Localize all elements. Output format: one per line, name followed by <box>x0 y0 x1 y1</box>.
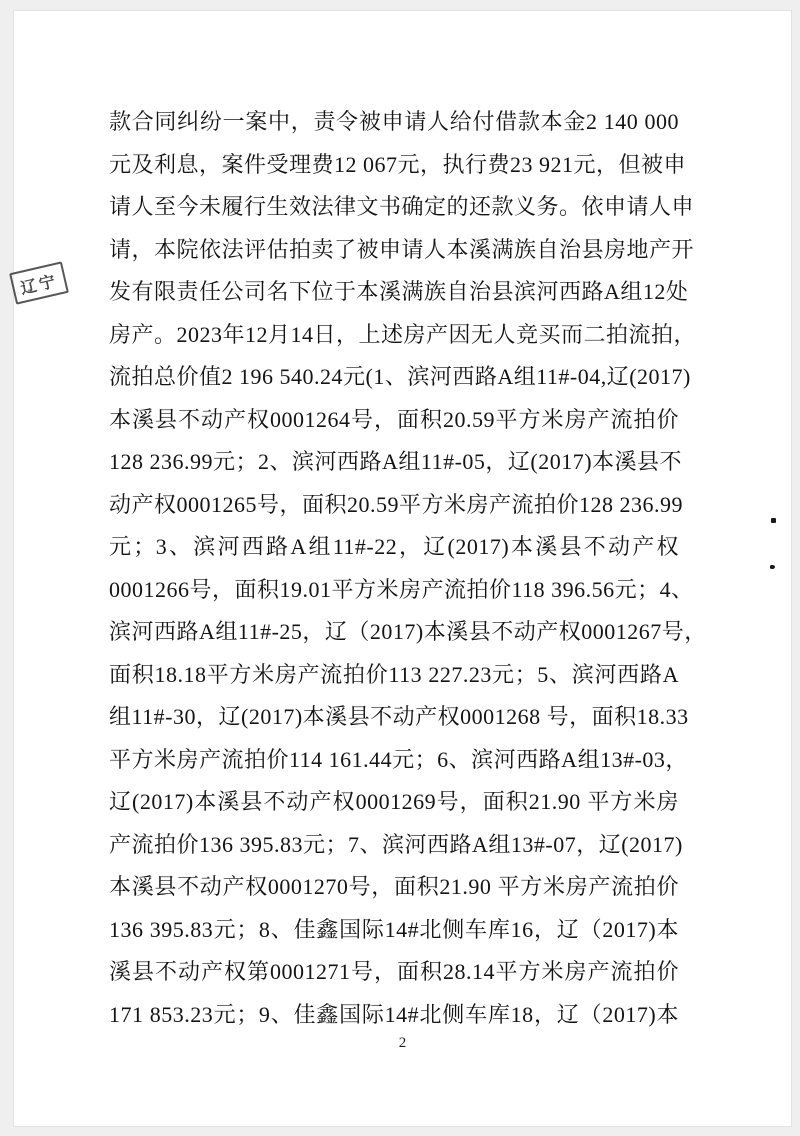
province-stamp <box>9 261 69 304</box>
text-line: 128 236.99元；2、滨河西路A组11#-05，辽(2017)本溪县不 <box>109 449 683 474</box>
scan-speck <box>771 518 776 523</box>
text-line: 发有限责任公司名下位于本溪满族自治县滨河西路A组12处 <box>109 279 689 304</box>
text-line: 滨河西路A组11#-25，辽（2017)本溪县不动产权0001267号， <box>109 619 707 644</box>
text-line: 请，本院依法评估拍卖了被申请人本溪满族自治县房地产开 <box>109 236 695 262</box>
text-line: 动产权0001265号，面积20.59平方米房产流拍价128 236.99 <box>109 491 684 517</box>
document-page <box>13 10 792 1127</box>
text-line: 平方米房产流拍价114 161.44元；6、滨河西路A组13#-03， <box>109 746 688 772</box>
text-line: 房产。2023年12月14日，上述房产因无人竞买而二拍流拍， <box>109 321 697 347</box>
scan-speck <box>770 565 775 569</box>
text-line: 136 395.83元；8、佳鑫国际14#北侧车库16，辽（2017)本 <box>109 916 679 942</box>
text-line: 171 853.23元；9、佳鑫国际14#北侧车库18，辽（2017)本 <box>109 1001 679 1027</box>
page-number: 2 <box>398 1035 407 1051</box>
text-line: 流拍总价值2 196 540.24元(1、滨河西路A组11#-04,辽(2017) <box>109 364 691 389</box>
text-line: 请人至今未履行生效法律文书确定的还款义务。依申请人申 <box>109 194 695 219</box>
text-line: 组11#-30，辽(2017)本溪县不动产权0001268 号，面积18.33 <box>109 704 689 729</box>
text-line: 款合同纠纷一案中，责令被申请人给付借款本金2 140 000 <box>109 109 679 134</box>
text-line: 元及利息，案件受理费12 067元，执行费23 921元，但被申 <box>109 151 687 177</box>
text-line: 本溪县不动产权0001264号，面积20.59平方米房产流拍价 <box>109 406 679 432</box>
text-line: 溪县不动产权第0001271号，面积28.14平方米房产流拍价 <box>109 959 679 984</box>
text-line: 产流拍价136 395.83元；7、滨河西路A组13#-07，辽(2017) <box>109 831 683 857</box>
text-line: 0001266号，面积19.01平方米房产流拍价118 396.56元；4、 <box>109 576 694 602</box>
text-line: 辽(2017)本溪县不动产权0001269号，面积21.90 平方米房 <box>109 789 679 814</box>
text-line: 面积18.18平方米房产流拍价113 227.23元；5、滨河西路A <box>109 661 679 687</box>
text-line: 元；3、滨河西路A组11#-22，辽(2017)本溪县不动产权 <box>109 534 679 559</box>
province-stamp-label: 辽宁 <box>19 272 60 298</box>
document-text <box>109 101 707 1036</box>
text-line: 本溪县不动产权0001270号，面积21.90 平方米房产流拍价 <box>109 874 679 899</box>
